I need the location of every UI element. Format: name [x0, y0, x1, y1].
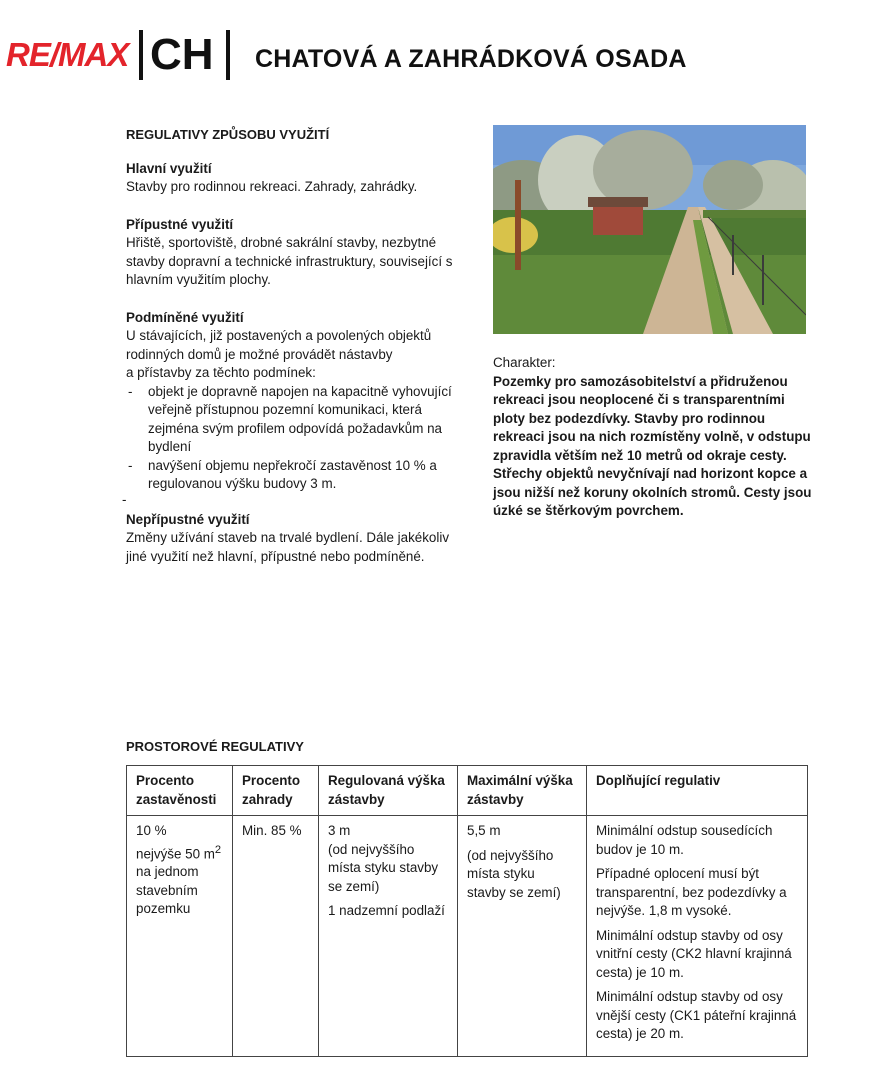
- column-header: Maximální výška zástavby: [458, 766, 587, 816]
- column-header: Procento zahrady: [233, 766, 319, 816]
- regulation-item: Minimální odstup stavby od osy vnější cesty (CK1 páteřní krajinná cesta) je 20 m.: [596, 989, 797, 1041]
- conditions-list: [126, 383, 456, 494]
- usage-heading: REGULATIVY ZPŮSOBU VYUŽITÍ: [126, 127, 330, 142]
- garden-path-photo: [493, 125, 806, 334]
- regulated-height-value: 3 m: [328, 823, 351, 838]
- permitted-use-label: Přípustné využití: [126, 216, 234, 232]
- built-up-limit-text: nejvýše 50 m: [136, 845, 215, 861]
- garden-cell: Min. 85 %: [233, 816, 319, 1057]
- logo-divider: [226, 30, 230, 80]
- character-label: Charakter:: [493, 355, 556, 370]
- max-height-note: (od nejvyššího místa styku stavby se zemí): [467, 847, 561, 900]
- logo-suffix: CH: [150, 30, 214, 79]
- table-header-row: [127, 766, 808, 816]
- regulated-height-note: (od nejvyššího místa styku stavby se zemí): [328, 841, 439, 894]
- conditional-use-label: Podmíněné využití: [126, 309, 244, 325]
- usage-regulations: [122, 126, 456, 585]
- regulated-floors: 1 nadzemní podlaží: [328, 903, 445, 918]
- conditional-intro-line: a přístavby za těchto podmínek:: [126, 365, 316, 380]
- character-section: [493, 354, 813, 521]
- column-header: Procento zastavěnosti: [127, 766, 233, 816]
- forbidden-use-text: Změny užívání staveb na trvalé bydlení. Dále jakékoliv jiné využití než hlavní, přípustné nebo podmíněné.: [126, 530, 450, 564]
- column-header: Doplňující regulativ: [587, 766, 808, 816]
- page-title: CHATOVÁ A ZAHRÁDKOVÁ OSADA: [255, 45, 687, 73]
- stray-dash: -: [122, 491, 127, 507]
- forbidden-use-label: Nepřípustné využití: [126, 511, 250, 527]
- remax-logo: RE/MAX: [6, 36, 129, 73]
- regulation-item: Minimální odstup sousedících budov je 10 m.: [596, 823, 773, 857]
- additional-regulation-cell: [587, 816, 808, 1057]
- character-text: Pozemky pro samozásobitelství a přidruženou rekreaci jsou neoplocené či s transparentními ploty bez podezdívky. Stavby pro rodinnou rekreaci jsou na nich rozmístěny volně, v odstupu zpravidla větším než 10 metrů od okraje cesty. Střechy objektů nevyčnívají nad horizont kopce a jsou nižší než koruny okolních stromů. Cesty jsou úzké se štěrkovým povrchem.: [493, 373, 812, 518]
- built-up-cell: [127, 816, 233, 1057]
- regulation-item: Minimální odstup stavby od osy vnitřní cesty (CK2 hlavní krajinná cesta) je 10 m.: [596, 927, 792, 980]
- conditional-use-intro: [126, 327, 456, 383]
- max-height-value: 5,5 m: [467, 823, 501, 838]
- list-item: - objekt je dopravně napojen na kapacitně vyhovující veřejně přístupnou pozemní komunikaci, která zejména svým profilem odpovídá požadavkům na bydlení: [126, 383, 456, 457]
- permitted-use-text: Hřiště, sportoviště, drobné sakrální stavby, nezbytné stavby dopravní a technické infrastruktury, související s hlavním využitím plochy.: [126, 235, 453, 287]
- main-use-text: Stavby pro rodinnou rekreaci. Zahrady, zahrádky.: [126, 179, 418, 194]
- regulation-item: Případné oplocení musí být transparentní, bez podezdívky a nejvýše. 1,8 m vysoké.: [596, 866, 787, 918]
- main-use-label: Hlavní využití: [126, 160, 212, 176]
- table-row: [127, 816, 808, 1057]
- superscript: 2: [214, 843, 222, 856]
- logo-divider: [139, 30, 143, 80]
- built-up-note: na jednom stavebním pozemku: [136, 864, 199, 917]
- built-up-limit: [136, 841, 223, 864]
- max-height-cell: [458, 816, 587, 1057]
- spatial-heading: PROSTOROVÉ REGULATIVY: [126, 739, 304, 754]
- spatial-regulations-table: [126, 765, 808, 1057]
- built-up-value: 10 %: [136, 823, 167, 838]
- conditional-intro-line: U stávajících, již postavených a povolených objektů rodinných domů je možné provádět nástavby: [126, 328, 432, 362]
- column-header: Regulovaná výška zástavby: [319, 766, 458, 816]
- list-item: - navýšení objemu nepřekročí zastavěnost 10 % a regulovanou výšku budovy 3 m.: [126, 457, 456, 494]
- page-header: [0, 26, 891, 86]
- regulated-height-cell: [319, 816, 458, 1057]
